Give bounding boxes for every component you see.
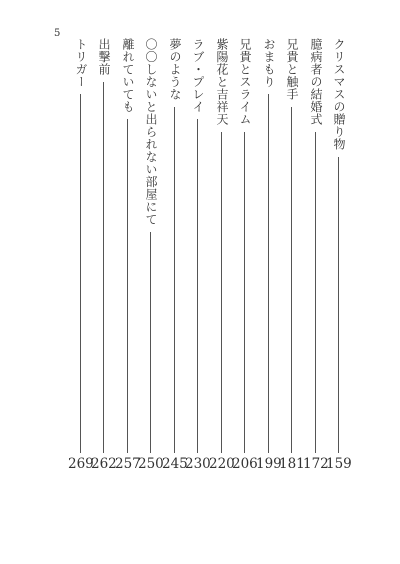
toc-entry <box>232 38 258 508</box>
toc-entry-title: 〇〇しないと出られない部屋にて <box>144 38 158 226</box>
toc-entry-page: 159 <box>326 456 352 472</box>
toc-leader-line <box>197 119 198 453</box>
toc-leader-line <box>268 94 269 453</box>
toc-entry-page: 181 <box>279 456 305 472</box>
toc-leader-line <box>150 232 151 453</box>
toc-entry-page: 172 <box>303 456 329 472</box>
toc-entry-page: 206 <box>232 456 258 472</box>
toc-leader-line <box>127 119 128 453</box>
toc-entry <box>256 38 282 508</box>
toc-entry-title: トリガー <box>74 38 88 88</box>
toc-leader-line <box>103 82 104 453</box>
toc-entry-title: 夢のような <box>168 38 182 101</box>
toc-leader-line <box>315 132 316 453</box>
toc-entry-title: 離れていても <box>121 38 135 113</box>
toc-entry-page: 199 <box>256 456 282 472</box>
toc-leader-line <box>291 107 292 453</box>
toc-entry <box>68 38 94 508</box>
toc-leader-line <box>244 132 245 453</box>
toc-entry <box>209 38 235 508</box>
toc-entry <box>138 38 164 508</box>
toc-leader-line <box>221 132 222 453</box>
toc-entry-page: 250 <box>138 456 164 472</box>
toc-entry <box>279 38 305 508</box>
toc-entry-title: 臆病者の結婚式 <box>309 38 323 126</box>
toc-entry-page: 220 <box>209 456 235 472</box>
toc-entry-page: 269 <box>68 456 94 472</box>
toc-entry-page: 262 <box>91 456 117 472</box>
toc-entry-title: 兄貴と触手 <box>285 38 299 101</box>
toc-entry-title: 紫陽花と吉祥天 <box>215 38 229 126</box>
toc-entry-page: 257 <box>115 456 141 472</box>
toc-leader-line <box>338 157 339 453</box>
toc-leader-line <box>80 94 81 453</box>
toc-entry-page: 245 <box>162 456 188 472</box>
toc-entry-title: 出撃前 <box>97 38 111 76</box>
toc-entry-title: おまもり <box>262 38 276 88</box>
toc-entry <box>303 38 329 508</box>
toc-entry <box>115 38 141 508</box>
toc-entry-page: 230 <box>185 456 211 472</box>
page-number: 5 <box>54 28 61 39</box>
toc-entry-title: 兄貴とスライム <box>238 38 252 126</box>
toc-leader-line <box>174 107 175 453</box>
toc-entry-title: クリスマスの贈り物 <box>332 38 346 151</box>
toc-entry <box>185 38 211 508</box>
toc-entry-title: ラブ・プレイ <box>191 38 205 113</box>
toc-entry <box>162 38 188 508</box>
toc-entry <box>91 38 117 508</box>
toc-entry <box>326 38 352 508</box>
